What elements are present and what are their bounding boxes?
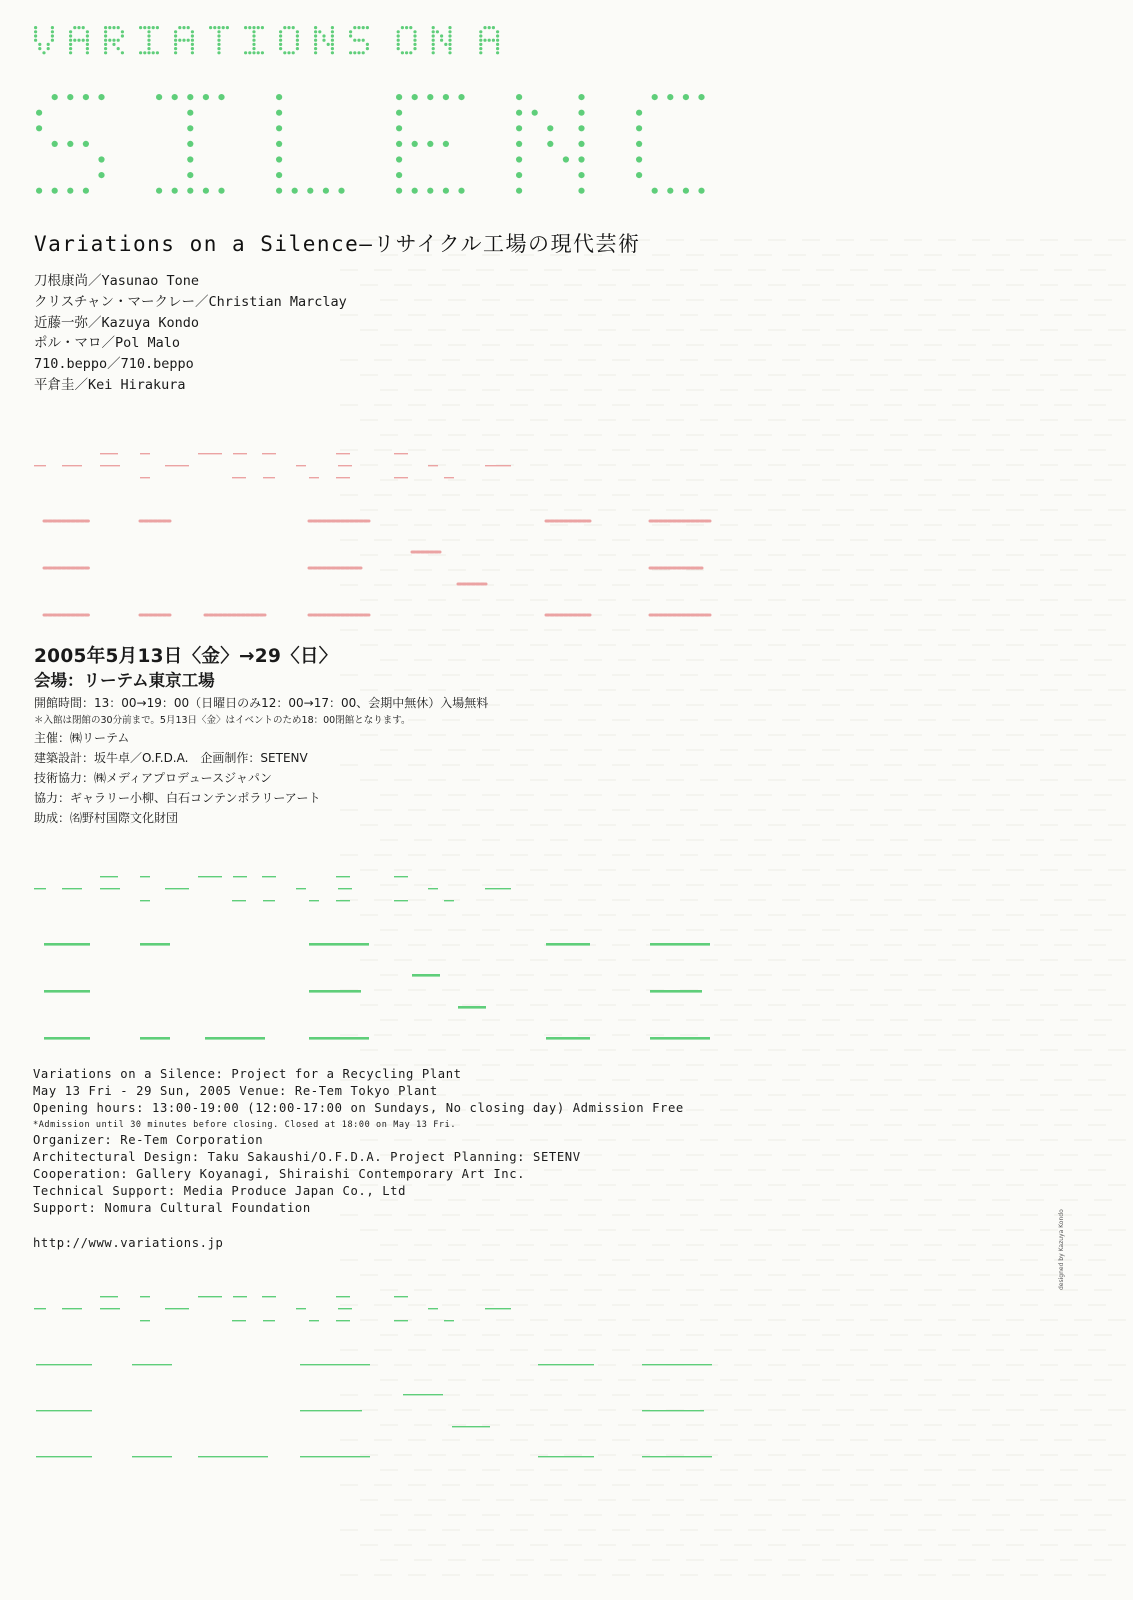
- thin-dash: [100, 876, 118, 877]
- thin-dash: [262, 453, 276, 454]
- thin-dash: [394, 1320, 408, 1321]
- thin-dash: [296, 1308, 306, 1309]
- silence-bar: [650, 943, 710, 946]
- thin-dash: [485, 465, 511, 466]
- thin-dash: [232, 1320, 246, 1321]
- jp-design: 建築設計：坂牛卓／O.F.D.A. 企画制作：SETENV: [34, 751, 308, 765]
- thin-dash: [62, 1308, 82, 1309]
- thin-dash: [309, 900, 319, 901]
- thin-dash: [296, 888, 306, 889]
- silence-bar: [642, 1364, 712, 1365]
- thin-dash: [338, 465, 352, 466]
- thin-dash: [34, 465, 46, 466]
- thin-dash: [394, 1296, 408, 1297]
- thin-dash: [165, 465, 189, 466]
- thin-dash: [336, 1320, 350, 1321]
- jp-venue: 会場：リーテム東京工場: [34, 671, 215, 690]
- thin-dash: [34, 1308, 46, 1309]
- silence-bar: [309, 990, 361, 993]
- thin-dash: [198, 1296, 222, 1297]
- silence-bar: [546, 1037, 590, 1040]
- thin-dash: [338, 888, 352, 889]
- jp-dates: 2005年5月13日〈金〉→29〈日〉: [34, 646, 338, 667]
- thin-dash: [428, 1308, 438, 1309]
- thin-dash: [100, 1296, 118, 1297]
- silence-bar: [538, 1364, 594, 1365]
- silence-bar: [309, 943, 369, 946]
- thin-dash: [394, 453, 408, 454]
- thin-dash: [262, 1296, 276, 1297]
- en-technical: Technical Support: Media Produce Japan Co., Ltd: [33, 1184, 407, 1199]
- artist-item: ポル・マロ／Pol Malo: [34, 335, 181, 352]
- thin-dash: [262, 876, 276, 877]
- silence-bar: [44, 990, 90, 993]
- thin-dash: [233, 453, 247, 454]
- silence-bar: [140, 1037, 170, 1040]
- en-title: Variations on a Silence: Project for a Recycling Plant: [33, 1067, 462, 1081]
- artist-item: 710.beppo／710.beppo: [34, 356, 194, 373]
- en-note: *Admission until 30 minutes before closing. Closed at 18:00 on May 13 Fri.: [33, 1119, 457, 1130]
- thin-dash: [140, 453, 150, 454]
- thin-dash: [232, 477, 246, 478]
- thin-dash: [62, 888, 82, 889]
- thin-dash: [428, 465, 438, 466]
- thin-dash: [198, 876, 222, 877]
- thin-dash: [100, 453, 118, 454]
- silence-bar: [458, 1006, 486, 1009]
- silence-bar: [300, 1364, 370, 1365]
- thin-dash: [165, 1308, 189, 1309]
- jp-organizer: 主催：㈱リーテム: [34, 731, 130, 745]
- thin-dash: [444, 477, 454, 478]
- thin-dash: [233, 876, 247, 877]
- jp-hours: 開館時間：13：00→19：00（日曜日のみ12：00→17：00、会期中無休）入場無料: [34, 696, 489, 710]
- website-link[interactable]: http://www.variations.jp: [33, 1235, 224, 1250]
- thin-dash: [309, 1320, 319, 1321]
- silence-bar: [140, 943, 170, 946]
- silence-bar: [36, 1410, 92, 1411]
- silence-bar: [452, 1426, 490, 1427]
- artist-item: クリスチャン・マークレー／Christian Marclay: [34, 293, 347, 310]
- thin-dash: [62, 465, 82, 466]
- thin-dash: [309, 477, 319, 478]
- thin-dash: [444, 1320, 454, 1321]
- silence-bar: [412, 974, 440, 977]
- thin-dash: [394, 900, 408, 901]
- thin-dash: [296, 465, 306, 466]
- en-cooperation: Cooperation: Gallery Koyanagi, Shiraishi Contemporary Art Inc.: [33, 1167, 526, 1182]
- artist-item: 平倉圭／Kei Hirakura: [34, 376, 186, 393]
- thin-dash: [198, 453, 222, 454]
- thin-dash: [140, 876, 150, 877]
- thin-dash: [100, 888, 120, 889]
- thin-dash: [100, 1308, 120, 1309]
- thin-dash: [34, 888, 46, 889]
- subtitle: Variations on a Silence—リサイクル工場の現代芸術: [34, 232, 641, 256]
- thin-dash: [263, 477, 275, 478]
- en-hours: Opening hours: 13:00-19:00 (12:00-17:00 on Sundays, No closing day) Admission Free: [33, 1101, 684, 1116]
- thin-dash: [336, 477, 350, 478]
- thin-dash: [233, 1296, 247, 1297]
- silence-bar: [650, 1037, 710, 1040]
- en-support: Support: Nomura Cultural Foundation: [33, 1201, 311, 1216]
- thin-dash: [394, 876, 408, 877]
- thin-dash: [263, 1320, 275, 1321]
- silence-bar: [642, 1456, 712, 1457]
- jp-support: 助成：㈴野村国際文化財団: [34, 811, 179, 825]
- silence-bar: [403, 1394, 443, 1395]
- thin-dash: [428, 888, 438, 889]
- thin-dash: [140, 477, 150, 478]
- thin-dash: [336, 900, 350, 901]
- en-organizer: Organizer: Re-Tem Corporation: [33, 1132, 264, 1147]
- silence-bar: [300, 1456, 370, 1457]
- thin-dash: [140, 1296, 150, 1297]
- thin-dash: [444, 900, 454, 901]
- silence-bar: [642, 1410, 704, 1411]
- artist-item: 近藤一弥／Kazuya Kondo: [34, 314, 200, 331]
- en-dates-venue: May 13 Fri - 29 Sun, 2005 Venue: Re-Tem Tokyo Plant: [33, 1084, 438, 1099]
- silence-bar: [198, 1456, 268, 1457]
- thin-dash: [140, 1320, 150, 1321]
- silence-bar: [546, 943, 590, 946]
- silence-bar: [44, 943, 90, 946]
- artist-item: 刀根康尚／Yasunao Tone: [34, 273, 200, 289]
- silence-bar: [132, 1456, 172, 1457]
- jp-note: ＊入館は閉館の30分前まで。5月13日〈金〉はイベントのため18：00閉館となります。: [34, 715, 411, 726]
- silence-bar: [309, 1037, 369, 1040]
- jp-technical: 技術協力：㈱メディアプロデュースジャパン: [34, 771, 272, 785]
- thin-dash: [336, 1296, 350, 1297]
- thin-dash: [338, 1308, 352, 1309]
- en-design: Architectural Design: Taku Sakaushi/O.F.D.A. Project Planning: SETENV: [33, 1149, 581, 1164]
- thin-dash: [263, 900, 275, 901]
- thin-dash: [485, 1308, 511, 1309]
- thin-dash: [100, 465, 120, 466]
- jp-cooperation: 協力：ギャラリー小柳、白石コンテンポラリーアート: [34, 791, 321, 805]
- silence-bar: [132, 1364, 172, 1365]
- thin-dash: [140, 900, 150, 901]
- designer-credit: designed by Kazuya Kondo: [1058, 1209, 1065, 1290]
- silence-bar: [538, 1456, 594, 1457]
- silence-bar: [300, 1410, 362, 1411]
- thin-dash: [232, 900, 246, 901]
- silence-bar: [44, 1037, 90, 1040]
- thin-dash: [336, 453, 350, 454]
- silence-bar: [650, 990, 702, 993]
- thin-dash: [165, 888, 189, 889]
- thin-dash: [394, 477, 408, 478]
- silence-bar: [36, 1456, 92, 1457]
- thin-dash: [336, 876, 350, 877]
- silence-bar: [205, 1037, 265, 1040]
- thin-dash: [485, 888, 511, 889]
- silence-bar: [36, 1364, 92, 1365]
